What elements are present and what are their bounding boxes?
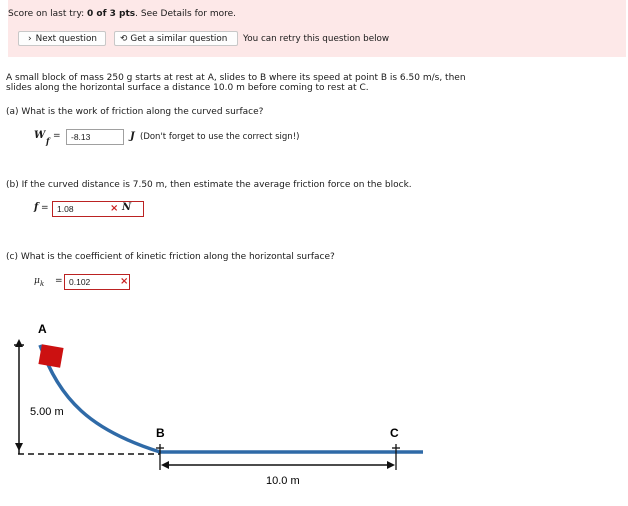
answer-row-a <box>34 129 354 145</box>
height-arrow-head-up <box>15 339 23 347</box>
next-question-button[interactable] <box>18 31 106 46</box>
sliding-block <box>38 344 63 368</box>
answer-row-b <box>34 201 154 217</box>
ramp-diagram <box>0 300 628 506</box>
incorrect-icon-c: × <box>120 276 129 287</box>
similar-question-label: Get a similar question <box>130 34 228 44</box>
unit-a: J <box>130 131 135 142</box>
distance-label: 10.0 m <box>266 475 300 487</box>
answer-input-b[interactable]: 1.08 <box>52 201 144 217</box>
question-c: (c) What is the coefficient of kinetic friction along the horizontal surface? <box>6 252 335 262</box>
answer-input-a[interactable]: -8.13 <box>66 129 124 145</box>
sign-note: (Don't forget to use the correct sign!) <box>140 132 300 142</box>
next-question-label: Next question <box>35 34 97 44</box>
problem-statement: A small block of mass 250 g starts at rest at A, slides to B where its speed at point B is 6.50 m/s, then slides along the horizontal surface a distance 10.0 m before coming to rest at C. <box>6 73 466 93</box>
question-b: (b) If the curved distance is 7.50 m, then estimate the average friction force on the block. <box>6 180 412 190</box>
distance-arrow-head-right <box>387 461 395 469</box>
score-line <box>8 9 236 19</box>
answer-row-c <box>34 274 144 290</box>
answer-input-c[interactable]: 0.102 <box>64 274 130 290</box>
score-suffix: . See Details for more. <box>135 9 236 19</box>
chevron-right-icon: › <box>28 34 32 44</box>
retry-message: You can retry this question below <box>243 34 390 44</box>
similar-question-button[interactable] <box>114 31 238 46</box>
question-a: (a) What is the work of friction along the curved surface? <box>6 107 264 117</box>
unit-b: N <box>122 202 132 213</box>
score-label: Score on last try: <box>8 9 88 19</box>
equals-b: = <box>41 203 49 213</box>
height-label: 5.00 m <box>30 406 64 418</box>
equals-c: = <box>55 276 63 286</box>
label-a: A <box>38 322 47 336</box>
height-arrow-head-down <box>15 443 23 451</box>
force-symbol: f <box>34 202 39 213</box>
distance-arrow-head-left <box>161 461 169 469</box>
mu-subscript: k <box>40 280 45 288</box>
mu-symbol: μ <box>34 276 40 286</box>
refresh-icon: ⟲ <box>120 34 128 44</box>
label-c: C <box>390 426 399 440</box>
work-symbol: W <box>34 130 46 141</box>
work-subscript: f <box>46 136 50 146</box>
score-value: 0 of 3 pts <box>87 9 136 19</box>
incorrect-icon-b: × <box>110 203 119 214</box>
label-b: B <box>156 426 165 440</box>
equals-a: = <box>53 131 61 141</box>
